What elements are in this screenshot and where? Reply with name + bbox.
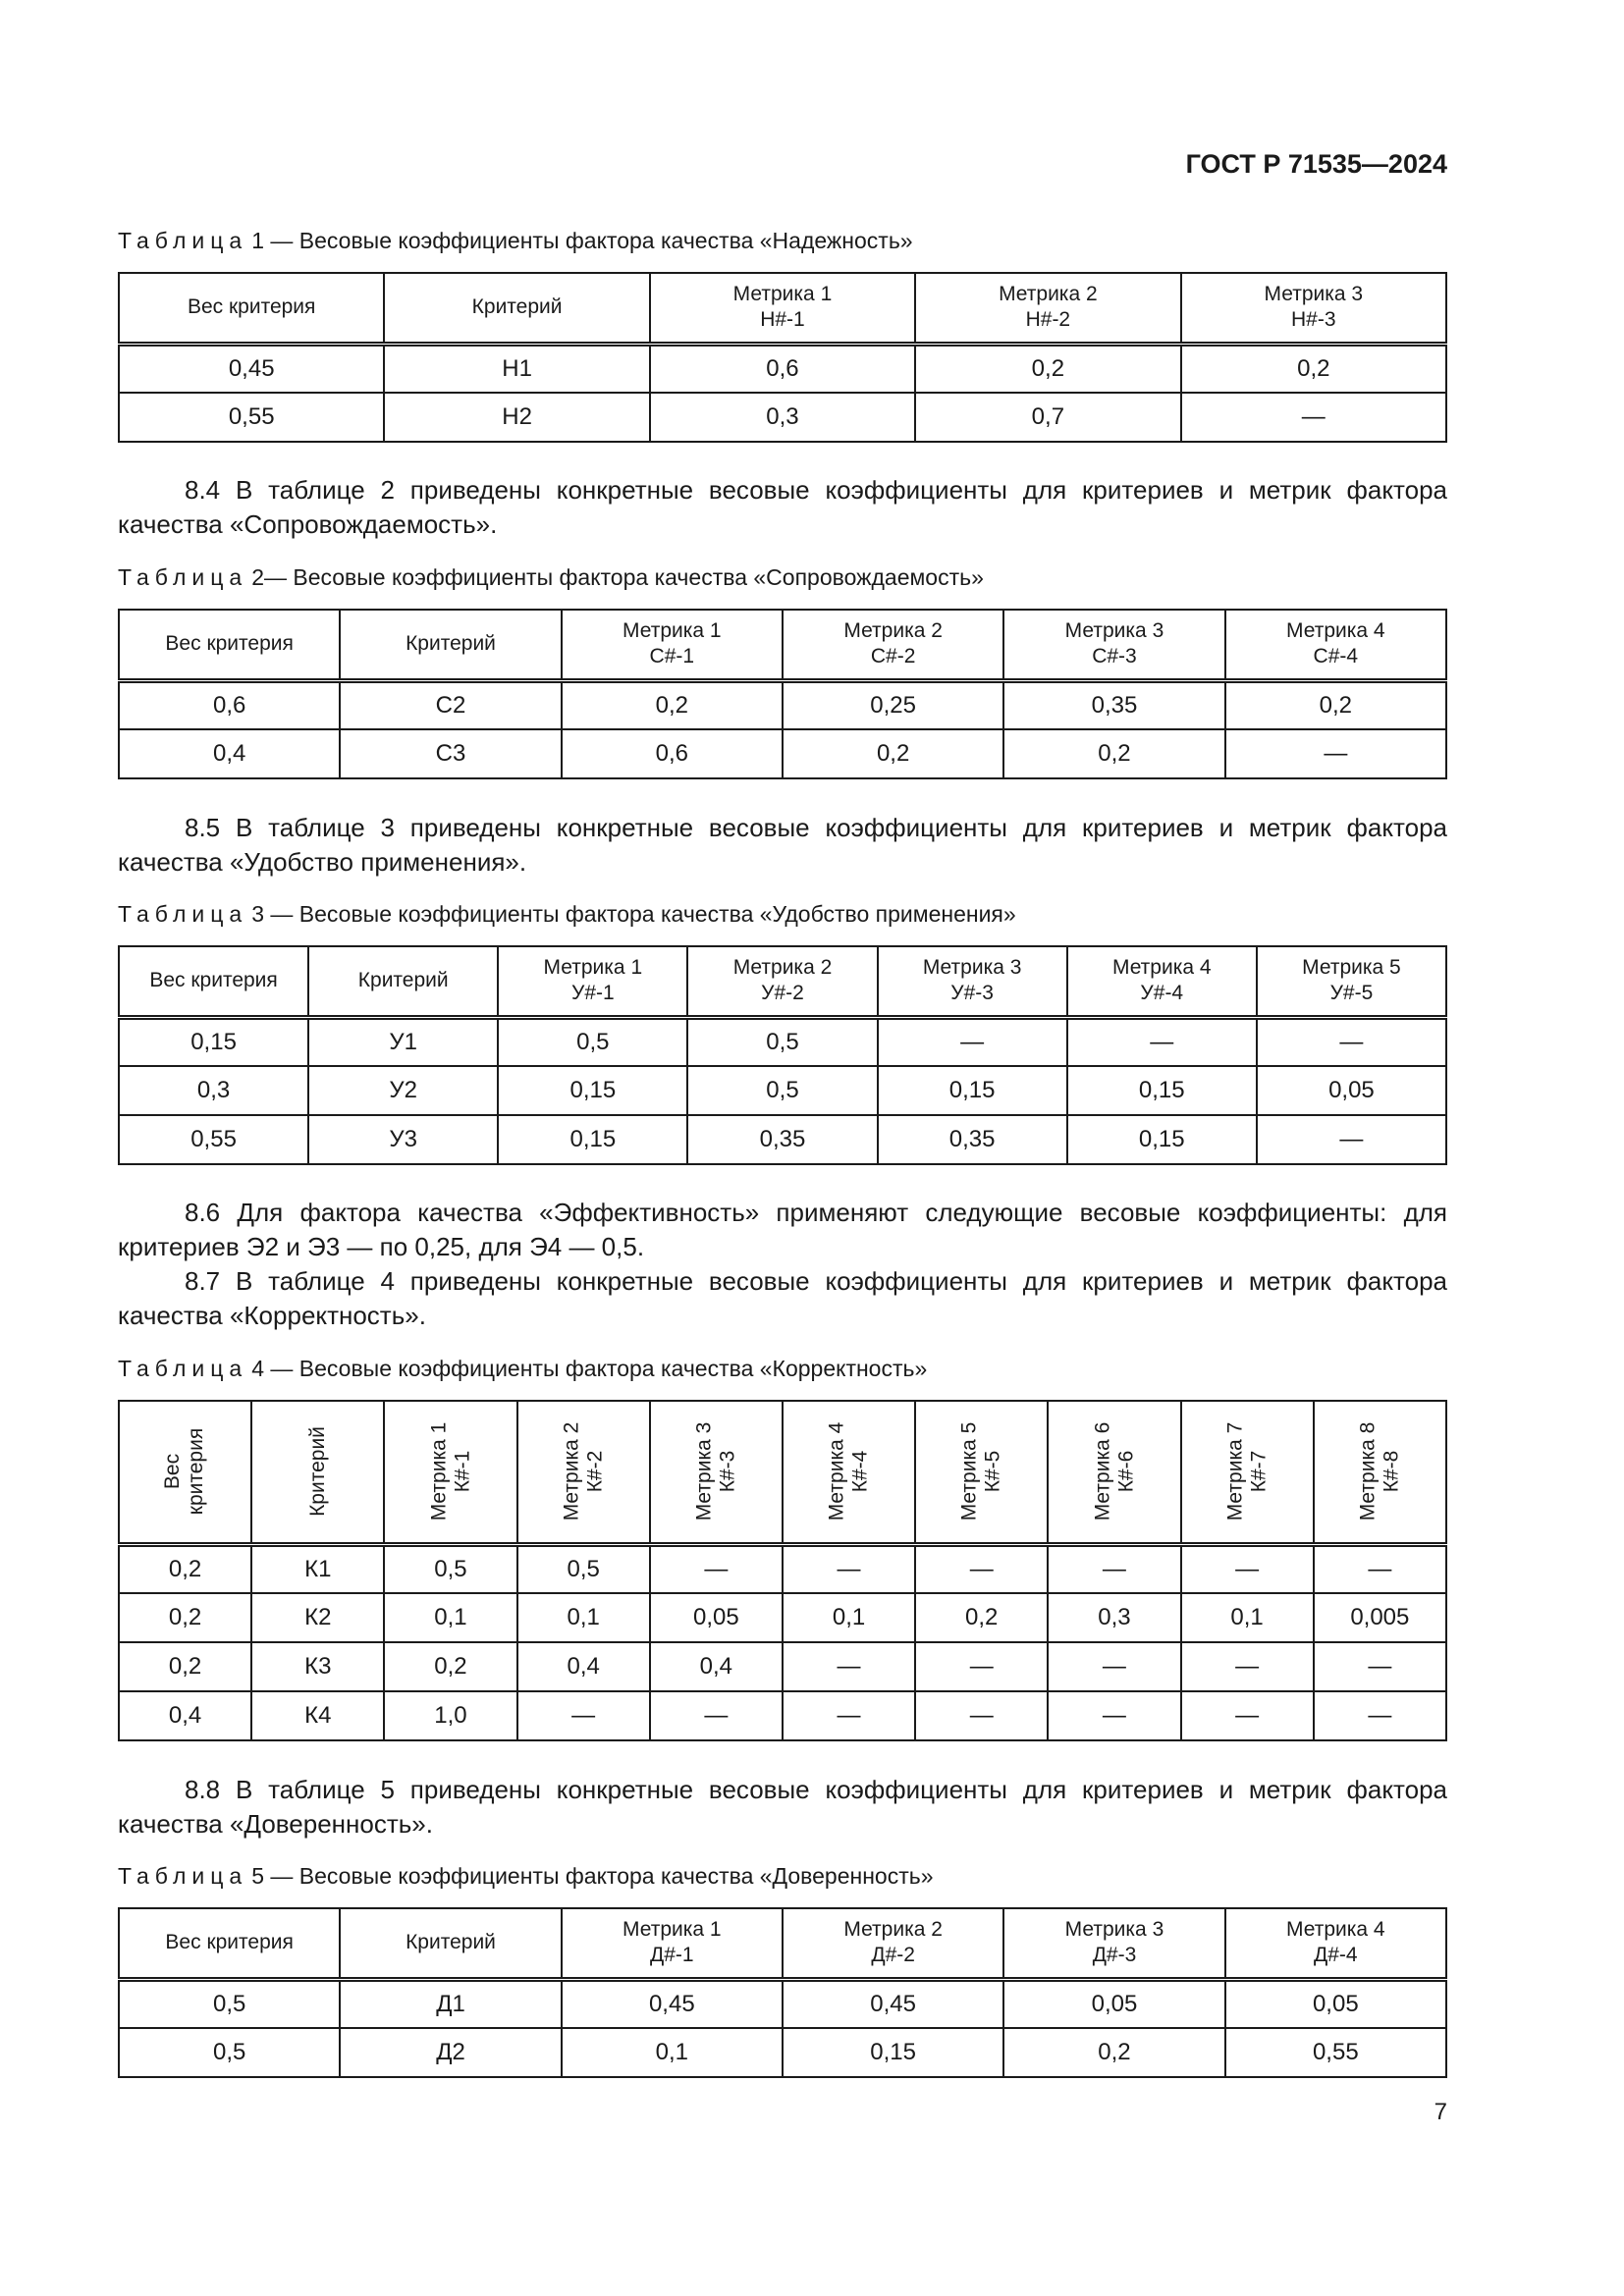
table-header-row [119,610,1446,680]
column-header-label [406,1931,496,1953]
table-cell: 0,2 [783,729,1003,778]
table-cell: — [1048,1642,1180,1691]
column-header-line2: Н#-1 [760,308,805,332]
column-header [340,1908,561,1979]
table-cell: — [783,1642,915,1691]
column-header-line1: Метрика 5 [957,1421,981,1522]
column-header-line1: Метрика 5 [1302,956,1401,980]
table-cell: 0,5 [119,2028,340,2077]
column-header-label [958,1421,1005,1521]
column-header [384,273,649,344]
column-header-line1: Критерий [305,1426,329,1518]
table-cell: 0,2 [562,680,783,729]
table-row [119,1593,1446,1642]
column-header-label [1065,619,1164,667]
table-cell: — [783,1691,915,1740]
column-header [687,946,877,1017]
column-header [562,610,783,680]
table-cell: 0,4 [517,1642,650,1691]
table-cell: 0,2 [1225,680,1446,729]
column-header [915,273,1180,344]
column-header-line1: Метрика 4 [1286,1918,1385,1942]
table-cell: 0,45 [119,344,384,393]
table-cell: Д2 [340,2028,561,2077]
column-header [340,610,561,680]
column-header-line1: Метрика 2 [732,956,833,980]
table-cell: 0,4 [119,729,340,778]
table3-caption-word: Таблица [118,901,248,927]
table-cell: 0,25 [783,680,1003,729]
table-cell: — [1314,1544,1446,1593]
table-cell: 0,05 [1257,1066,1446,1115]
table-cell: 0,55 [1225,2028,1446,2077]
column-header-line1: Критерий [406,632,496,656]
table-row [119,1017,1446,1066]
table-cell: У2 [308,1066,498,1115]
table-row [119,393,1446,442]
table-header-row [119,946,1446,1017]
column-header-line2: У#-4 [1140,982,1184,1005]
table-cell: 0,6 [650,344,915,393]
column-header-line2: К#-5 [981,1450,1004,1493]
column-header [1003,610,1224,680]
column-header [650,273,915,344]
column-header-label [1091,1421,1138,1521]
column-header-label [188,295,315,318]
column-header-line2: Д#-3 [1092,1944,1137,1967]
column-header-label [427,1421,474,1521]
column-header-line2: К#-7 [1247,1450,1271,1493]
table-cell: У1 [308,1017,498,1066]
paragraph-8-8-text: 8.8 В таблице 5 приведены конкретные весовые коэффициенты для критериев и метрик фактора качества «Доверенность». [118,1775,1447,1839]
table-cell: 0,2 [1181,344,1446,393]
column-header-label [1112,956,1212,1004]
column-header-line2: Д#-4 [1314,1944,1358,1967]
table-cell: С3 [340,729,561,778]
column-header-label [733,956,833,1004]
column-header [1225,610,1446,680]
column-header-line2: Д#-1 [650,1944,694,1967]
table3-caption-text: 3 — Весовые коэффициенты фактора качества «Удобство применения» [251,901,1016,927]
table-cell: — [650,1544,783,1593]
table-row [119,1544,1446,1593]
column-header [783,610,1003,680]
table-cell: Н2 [384,393,649,442]
table-cell: 0,5 [498,1017,687,1066]
column-header-line1: Метрика 3 [922,956,1022,980]
column-header-line1: Метрика 1 [732,283,833,306]
column-header-label [623,619,722,667]
table-cell: — [1181,1691,1314,1740]
column-header-line1: Критерий [471,295,563,319]
table-cell: 0,45 [783,1979,1003,2028]
table-cell: — [915,1544,1048,1593]
table-cell: 0,5 [687,1017,877,1066]
column-header-line2: К#-1 [450,1450,473,1493]
page-number: 7 [1434,2099,1447,2125]
paragraph-8-7-text: 8.7 В таблице 4 приведены конкретные весовые коэффициенты для критериев и метрик фактора качества «Корректность». [118,1266,1447,1330]
column-header-label [733,283,833,331]
table3-caption [118,901,1016,928]
table-cell: 0,2 [1003,729,1224,778]
table-cell: 0,3 [119,1066,308,1115]
paragraph-8-4 [118,473,1447,542]
column-header-label [843,619,943,667]
document-standard-number: ГОСТ Р 71535—2024 [1185,149,1447,179]
table-cell: 0,1 [562,2028,783,2077]
table-cell: 0,2 [119,1544,251,1593]
column-header [1181,273,1446,344]
column-header [308,946,498,1017]
column-header-line2: Д#-2 [871,1944,915,1967]
table-cell: 0,6 [119,680,340,729]
column-header-line2: У#-1 [571,982,615,1005]
table-row [119,1691,1446,1740]
table-cell: — [1067,1017,1257,1066]
column-header-line2: У#-2 [761,982,804,1005]
table-cell: 0,3 [1048,1593,1180,1642]
column-header-line2: К#-4 [848,1450,872,1493]
column-header [119,273,384,344]
column-header-line2: У#-5 [1329,982,1374,1005]
column-header [119,946,308,1017]
column-header-label [623,1918,722,1966]
paragraph-8-6 [118,1196,1447,1264]
table-cell: 0,15 [878,1066,1067,1115]
table-row [119,680,1446,729]
table-cell: 0,4 [650,1642,783,1691]
table-cell: 0,5 [687,1066,877,1115]
table-cell: 0,15 [119,1017,308,1066]
table-cell: 0,05 [1225,1979,1446,2028]
table-cell: К2 [251,1593,384,1642]
column-header-line2: С#-3 [1092,645,1137,668]
column-header [878,946,1067,1017]
column-header-line2: С#-2 [870,645,916,668]
column-header-line1: Метрика 6 [1090,1421,1113,1522]
table-cell: 0,7 [915,393,1180,442]
table-cell: 0,55 [119,1115,308,1164]
column-header-line2: К#-2 [583,1450,607,1493]
table-cell: К4 [251,1691,384,1740]
table-cell: 0,15 [783,2028,1003,2077]
table-cell: — [650,1691,783,1740]
table-cell: 0,05 [650,1593,783,1642]
paragraph-8-8 [118,1773,1447,1842]
table-cell: 0,35 [878,1115,1067,1164]
column-header-line2: У#-3 [950,982,994,1005]
table-cell: 0,2 [915,1593,1048,1642]
table-cell: — [915,1642,1048,1691]
table-cell: — [517,1691,650,1740]
column-header-line1: Метрика 2 [843,1918,943,1942]
table-header-row [119,1401,1446,1544]
table-header-row [119,273,1446,344]
column-header-label [923,956,1022,1004]
table5-caption-text: 5 — Весовые коэффициенты фактора качества «Доверенность» [251,1863,934,1889]
table-cell: — [1257,1115,1446,1164]
column-header-label [1264,283,1363,331]
column-header-line1: Метрика 2 [999,283,1098,306]
table5-caption-word: Таблица [118,1863,248,1889]
column-header-line1: Метрика 3 [1064,619,1164,643]
column-header [251,1401,384,1544]
table-row [119,1115,1446,1164]
column-header [783,1908,1003,1979]
table-cell: 0,15 [498,1066,687,1115]
table-cell: — [1048,1691,1180,1740]
column-header-label [1286,1918,1385,1966]
column-header [1181,1401,1314,1544]
table-cell: — [1181,1642,1314,1691]
column-header-line1: Метрика 4 [1286,619,1385,643]
column-header-line1: Метрика 3 [1264,283,1364,306]
column-header-line1: Метрика 1 [426,1421,450,1522]
column-header [650,1401,783,1544]
table-cell: 0,1 [384,1593,516,1642]
column-header-line1: Метрика 1 [543,956,643,980]
table4 [118,1400,1447,1741]
column-header [915,1401,1048,1544]
table-cell: 0,15 [1067,1115,1257,1164]
column-header [384,1401,516,1544]
column-header-line1: Вес критерия [149,969,278,992]
table-cell: 0,5 [119,1979,340,2028]
column-header-label [149,969,277,991]
column-header-line1: Метрика 1 [623,1918,722,1942]
column-header-label [306,1426,330,1517]
column-header-label [165,632,293,655]
table-cell: 0,005 [1314,1593,1446,1642]
table-cell: 0,1 [1181,1593,1314,1642]
table-cell: К3 [251,1642,384,1691]
table3 [118,945,1447,1165]
column-header-line2: критерия [185,1427,208,1515]
column-header-line1: Вес критерия [165,632,294,656]
table-cell: С2 [340,680,561,729]
table1-caption-word: Таблица [118,228,248,253]
column-header-line1: Метрика 2 [843,619,943,643]
table5 [118,1907,1447,2078]
table-row [119,729,1446,778]
table-cell: 0,2 [119,1642,251,1691]
paragraph-8-7 [118,1264,1447,1333]
table-cell: 0,5 [384,1544,516,1593]
paragraph-8-4-text: 8.4 В таблице 2 приведены конкретные весовые коэффициенты для критериев и метрик фактора качества «Сопровождаемость». [118,475,1447,539]
column-header-label [1065,1918,1164,1966]
column-header-line1: Метрика 3 [692,1421,716,1522]
table-cell: 0,6 [562,729,783,778]
table-cell: 0,35 [1003,680,1224,729]
table-row [119,2028,1446,2077]
table5-caption [118,1863,934,1890]
table-row [119,1066,1446,1115]
column-header [119,1908,340,1979]
table-cell: 0,2 [119,1593,251,1642]
table-cell: — [1257,1017,1446,1066]
table2-caption [118,564,984,591]
table-cell: 0,35 [687,1115,877,1164]
paragraph-8-5-text: 8.5 В таблице 3 приведены конкретные весовые коэффициенты для критериев и метрик фактора качества «Удобство применения». [118,813,1447,877]
table-cell: — [1314,1691,1446,1740]
column-header-label [544,956,643,1004]
column-header-line1: Метрика 3 [1064,1918,1164,1942]
column-header-label [692,1421,739,1521]
column-header-label [999,283,1098,331]
table1-caption-text: 1 — Весовые коэффициенты фактора качества «Надежность» [251,228,913,253]
table-cell: — [915,1691,1048,1740]
column-header-line1: Метрика 7 [1223,1421,1247,1522]
column-header-line2: К#-8 [1380,1450,1403,1493]
table-cell: 0,05 [1003,1979,1224,2028]
column-header-line1: Метрика 1 [623,619,722,643]
paragraph-8-5 [118,811,1447,880]
column-header-label [358,969,449,991]
table-cell: 0,55 [119,393,384,442]
column-header-label [1223,1421,1271,1521]
table-cell: 1,0 [384,1691,516,1740]
column-header-label [843,1918,943,1966]
table-cell: — [1181,393,1446,442]
table4-caption [118,1356,927,1382]
column-header-line1: Вес [161,1453,185,1489]
column-header [119,610,340,680]
table-cell: У3 [308,1115,498,1164]
column-header-line1: Метрика 4 [825,1421,848,1522]
table-cell: — [1314,1642,1446,1691]
column-header [562,1908,783,1979]
table-cell: — [783,1544,915,1593]
table-cell: 0,2 [1003,2028,1224,2077]
column-header-line2: Н#-3 [1291,308,1336,332]
table-row [119,1642,1446,1691]
table-row [119,344,1446,393]
table-cell: Н1 [384,344,649,393]
table-cell: Д1 [340,1979,561,2028]
table2 [118,609,1447,779]
table-header-row [119,1908,1446,1979]
paragraph-8-6-text: 8.6 Для фактора качества «Эффективность» применяют следующие весовые коэффициенты: для критериев Э2 и Э3 — по 0,25, для Э4 — 0,5. [118,1198,1447,1261]
table-cell: 0,1 [783,1593,915,1642]
table2-caption-word: Таблица [118,564,248,590]
column-header-label [162,1428,209,1515]
column-header [517,1401,650,1544]
table-cell: 0,5 [517,1544,650,1593]
column-header-line1: Метрика 4 [1111,956,1212,980]
table-cell: — [878,1017,1067,1066]
column-header-label [472,295,563,318]
table-cell: 0,1 [517,1593,650,1642]
column-header-line2: К#-6 [1113,1450,1137,1493]
table-cell: К1 [251,1544,384,1593]
table1-caption [118,228,913,254]
table-cell: 0,2 [915,344,1180,393]
column-header-line2: С#-1 [649,645,695,668]
column-header [1048,1401,1180,1544]
column-header-line1: Вес критерия [165,1931,294,1954]
table4-caption-text: 4 — Весовые коэффициенты фактора качества «Корректность» [251,1356,928,1381]
table1 [118,272,1447,443]
table-cell: 0,4 [119,1691,251,1740]
column-header-label [560,1421,607,1521]
column-header-label [1286,619,1385,667]
column-header [1003,1908,1224,1979]
column-header-label [1302,956,1401,1004]
column-header [1067,946,1257,1017]
column-header [783,1401,915,1544]
column-header-label [826,1421,873,1521]
column-header [498,946,687,1017]
table-cell: — [1225,729,1446,778]
column-header-line2: К#-3 [716,1450,739,1493]
table4-caption-word: Таблица [118,1356,248,1381]
table-cell: 0,3 [650,393,915,442]
table-cell: 0,45 [562,1979,783,2028]
column-header-line1: Критерий [406,1931,496,1954]
column-header [1314,1401,1446,1544]
column-header [1225,1908,1446,1979]
column-header-label [165,1931,293,1953]
column-header [119,1401,251,1544]
table-cell: 0,15 [498,1115,687,1164]
table-cell: 0,15 [1067,1066,1257,1115]
column-header-line1: Вес критерия [187,295,316,319]
column-header-line1: Метрика 2 [560,1421,583,1522]
table-cell: — [1181,1544,1314,1593]
table-cell: — [1048,1544,1180,1593]
column-header-line2: С#-4 [1313,645,1359,668]
table-cell: 0,2 [384,1642,516,1691]
table2-caption-text: 2— Весовые коэффициенты фактора качества «Сопровождаемость» [251,564,984,590]
column-header [1257,946,1446,1017]
column-header-label [1356,1421,1403,1521]
column-header-line2: Н#-2 [1025,308,1071,332]
column-header-line1: Критерий [357,969,449,992]
column-header-line1: Метрика 8 [1356,1421,1380,1522]
column-header-label [406,632,496,655]
table-row [119,1979,1446,2028]
